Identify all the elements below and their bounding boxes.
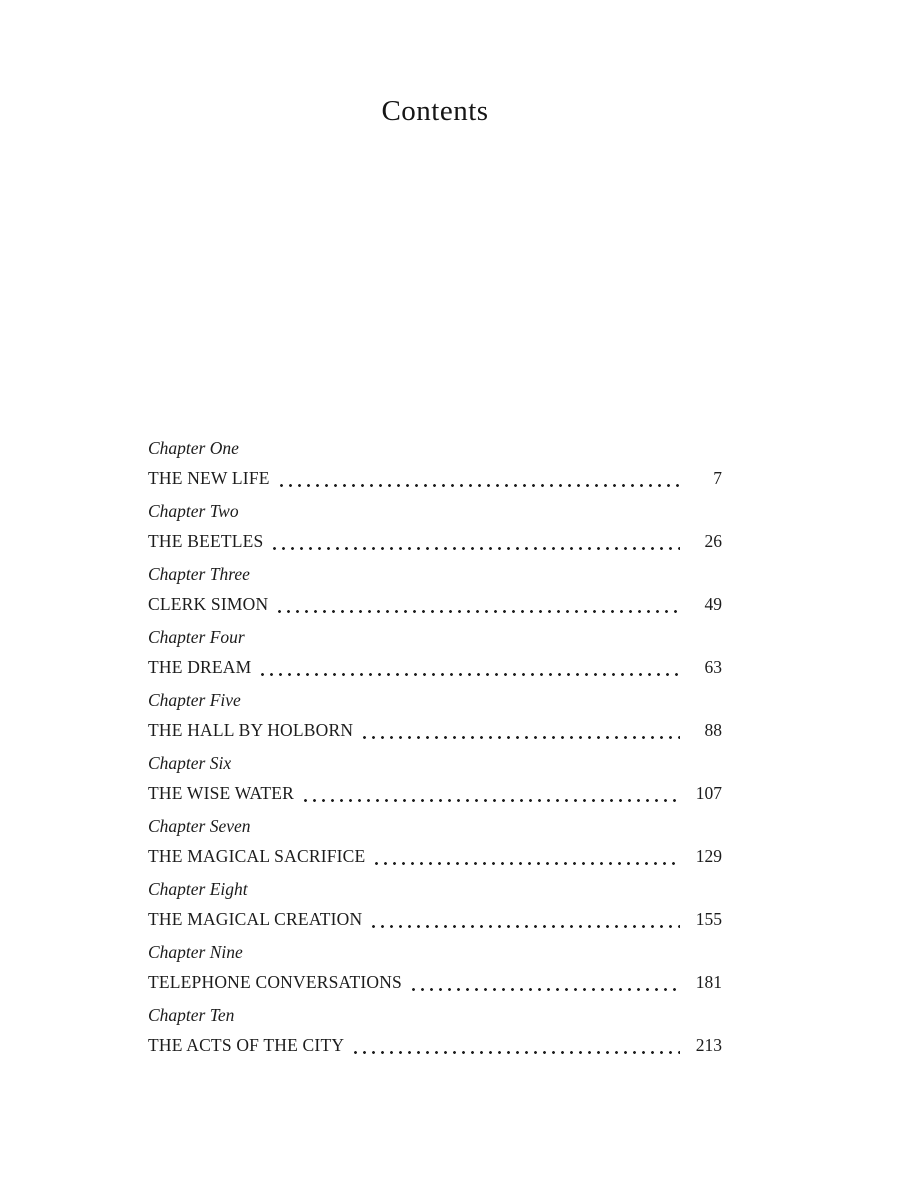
- chapter-title: THE DREAM: [148, 657, 252, 677]
- chapter-title: TELEPHONE CONVERSATIONS: [148, 972, 402, 992]
- chapter-label: Chapter Six: [148, 753, 232, 773]
- chapter-title: THE MAGICAL SACRIFICE: [148, 846, 366, 866]
- chapter-title: THE HALL BY HOLBORN: [148, 720, 354, 740]
- dot-leader: [278, 610, 680, 613]
- chapter-title: THE MAGICAL CREATION: [148, 909, 363, 929]
- toc-entry: [148, 811, 722, 871]
- page-number: 155: [695, 909, 722, 929]
- toc-entry: [148, 874, 722, 934]
- dot-leader: [304, 799, 680, 802]
- toc-entry-row: [148, 967, 722, 997]
- dot-leader: [375, 862, 680, 865]
- chapter-label: Chapter Seven: [148, 816, 251, 836]
- chapter-label: Chapter Four: [148, 627, 245, 647]
- toc-entry-row: [148, 589, 722, 619]
- chapter-label: Chapter Three: [148, 564, 250, 584]
- toc-entry: [148, 496, 722, 556]
- toc-entry-row: [148, 841, 722, 871]
- page-number: 88: [704, 720, 722, 740]
- chapter-label: Chapter Five: [148, 690, 241, 710]
- toc-entry-row: [148, 526, 722, 556]
- page-number: 7: [713, 468, 722, 488]
- dot-leader: [372, 925, 680, 928]
- chapter-label: Chapter Nine: [148, 942, 243, 962]
- page-number: 181: [695, 972, 722, 992]
- dot-leader: [412, 988, 680, 991]
- chapter-label: Chapter Two: [148, 501, 239, 521]
- toc-entry-row: [148, 904, 722, 934]
- chapter-title: THE WISE WATER: [148, 783, 295, 803]
- page-number: 129: [695, 846, 722, 866]
- dot-leader: [273, 547, 680, 550]
- page-number: 107: [695, 783, 722, 803]
- chapter-label: Chapter One: [148, 438, 239, 458]
- toc-list: [148, 433, 722, 1063]
- page-title: Contents: [381, 95, 489, 127]
- toc-entry: [148, 622, 722, 682]
- dot-leader: [363, 736, 680, 739]
- toc-entry: [148, 748, 722, 808]
- toc-entry-row: [148, 1030, 722, 1060]
- chapter-label: Chapter Ten: [148, 1005, 235, 1025]
- page-number: 26: [704, 531, 722, 551]
- page-number: 63: [704, 657, 722, 677]
- toc-entry-row: [148, 778, 722, 808]
- page-number: 213: [695, 1035, 722, 1055]
- toc-entry-row: [148, 715, 722, 745]
- chapter-title: THE BEETLES: [148, 531, 264, 551]
- chapter-title: CLERK SIMON: [148, 594, 269, 614]
- toc-entry-row: [148, 463, 722, 493]
- dot-leader: [261, 673, 680, 676]
- chapter-title: THE NEW LIFE: [148, 468, 270, 488]
- chapter-title: THE ACTS OF THE CITY: [148, 1035, 345, 1055]
- toc-entry-row: [148, 652, 722, 682]
- toc-entry: [148, 937, 722, 997]
- chapter-label: Chapter Eight: [148, 879, 248, 899]
- dot-leader: [354, 1051, 680, 1054]
- page-number: 49: [704, 594, 722, 614]
- dot-leader: [280, 484, 680, 487]
- toc-entry: [148, 433, 722, 493]
- toc-entry: [148, 559, 722, 619]
- toc-entry: [148, 685, 722, 745]
- toc-entry: [148, 1000, 722, 1060]
